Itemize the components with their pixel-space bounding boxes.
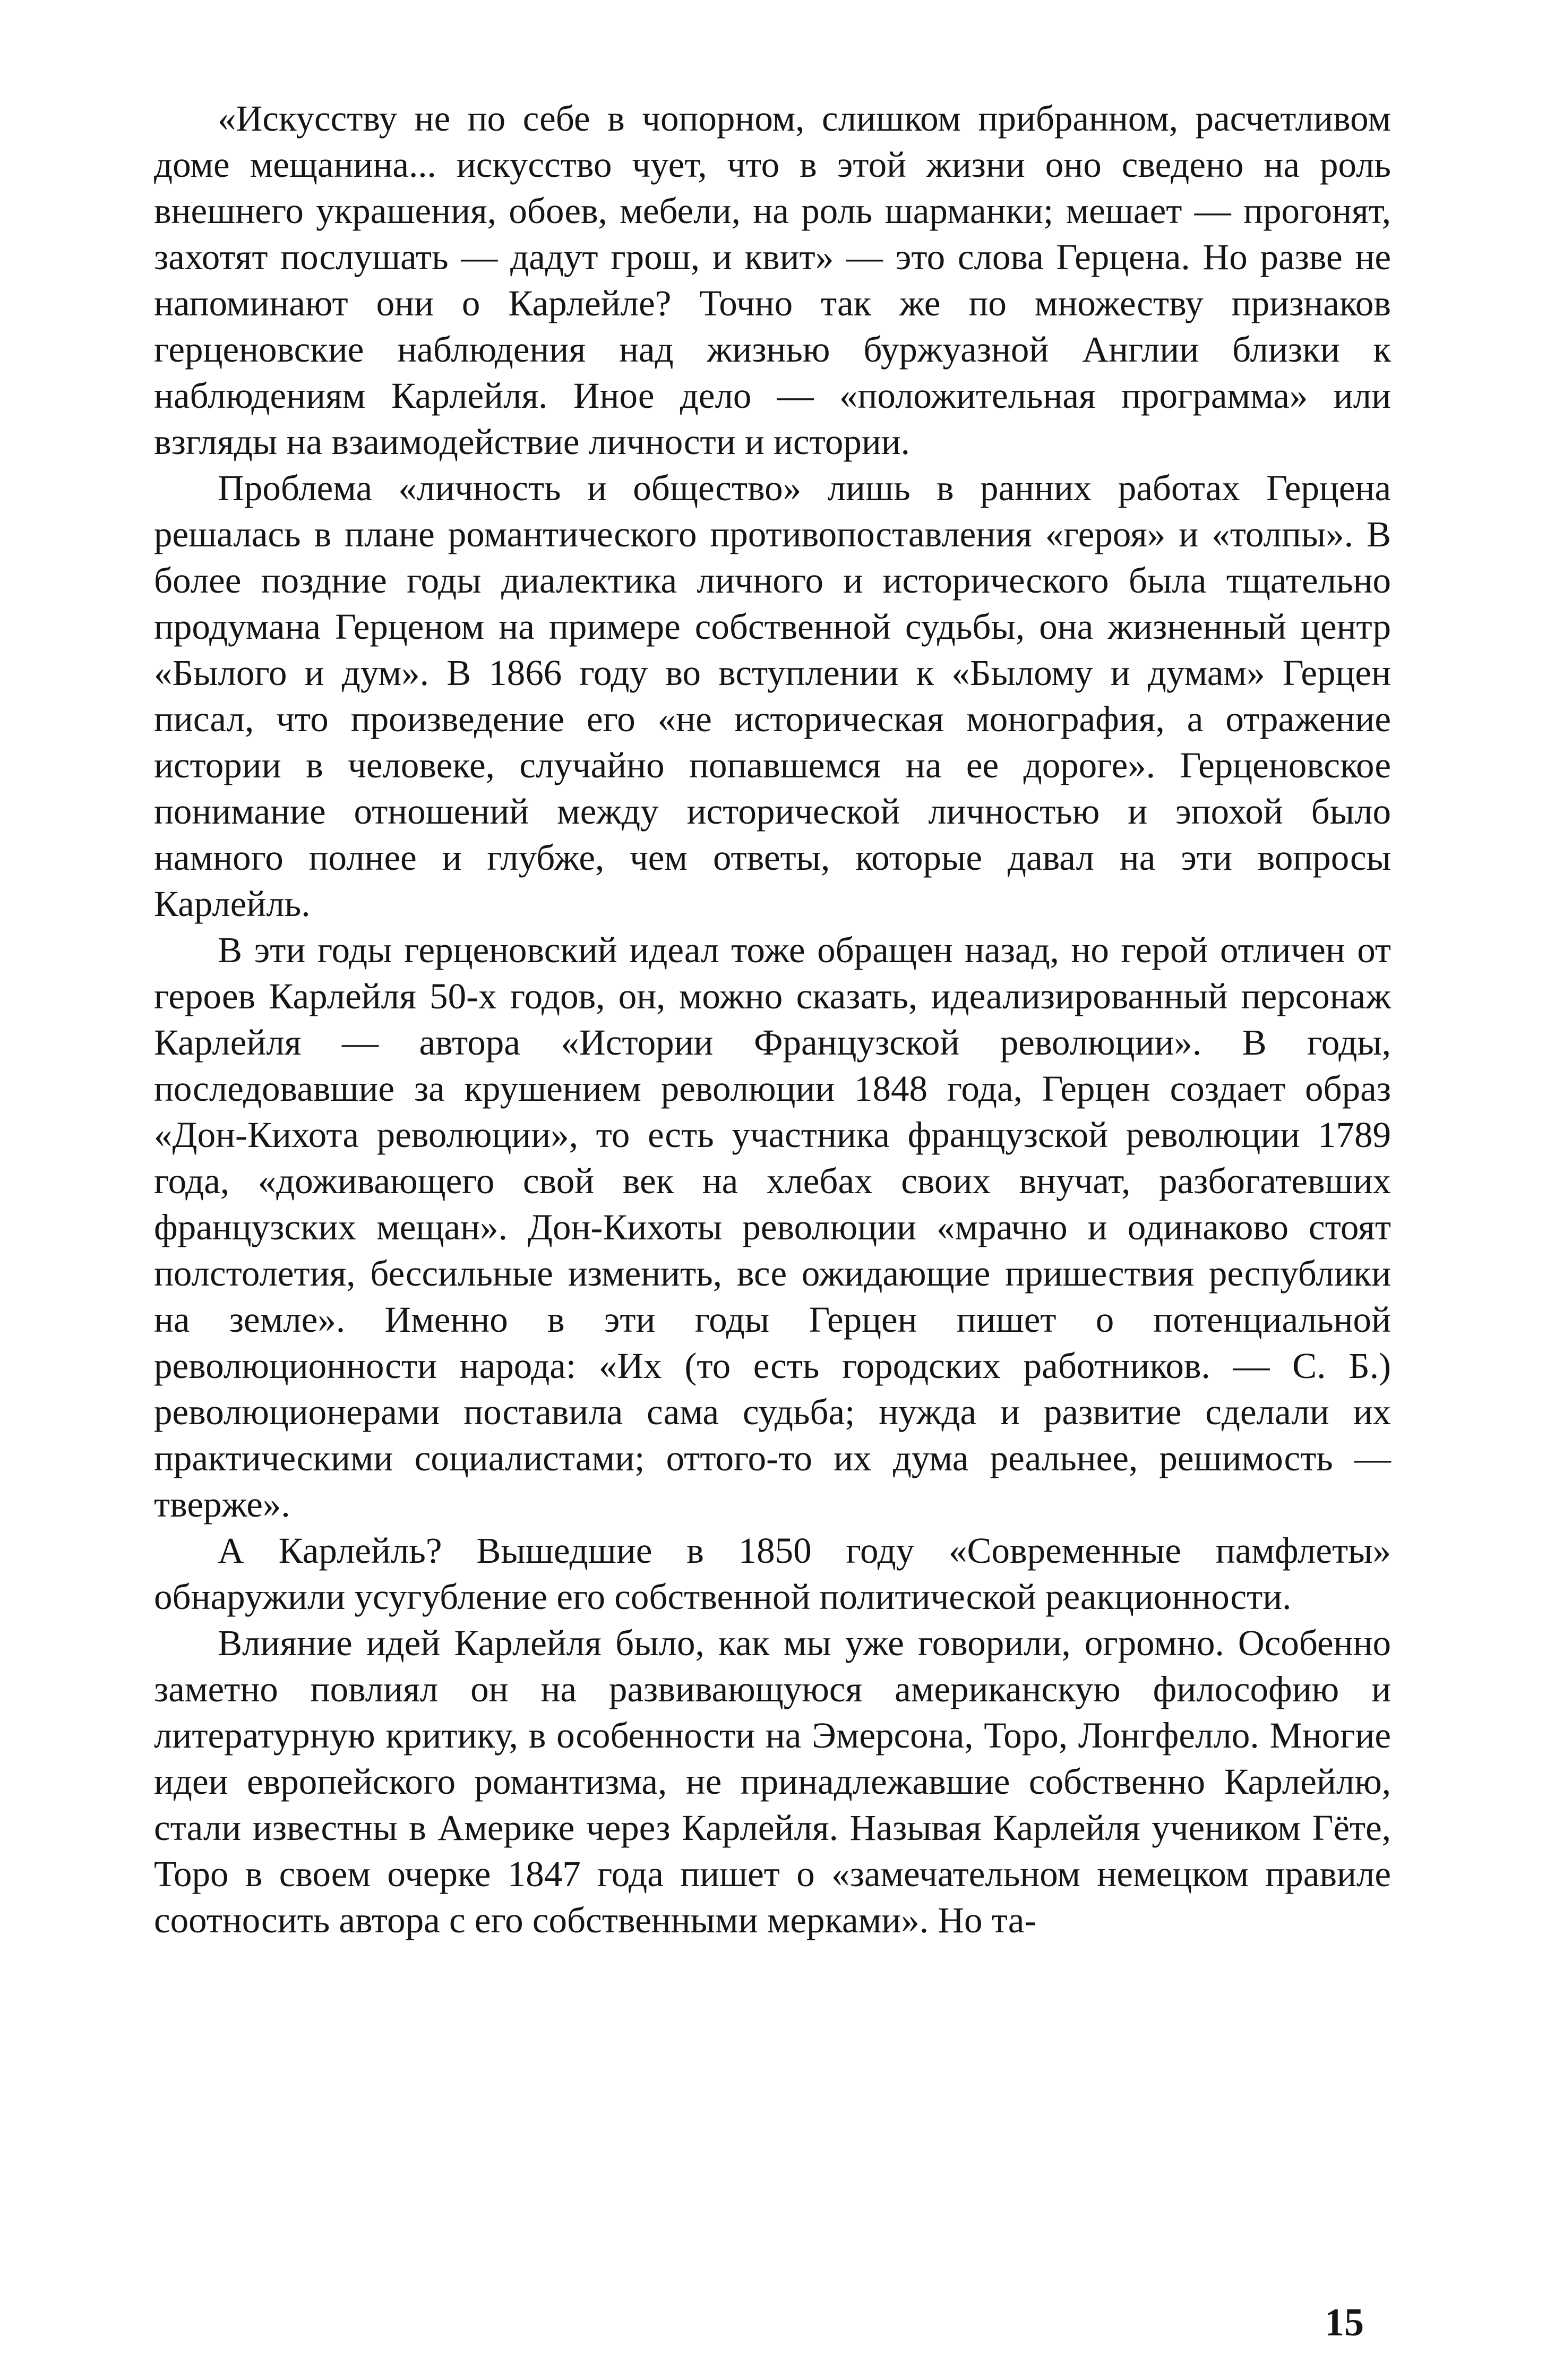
body-text: [154, 96, 1391, 1944]
paragraph-5: Влияние идей Карлейля было, как мы уже говорили, огромно. Особенно заметно повлиял он на развивающуюся американскую философию и литературную критику, в особенности на Эмерсона, Торо, Лонгфелло. Многие идеи европейского романтизма, не принадлежавшие собственно Карлейлю, стали известны в Америке через Карлейля. Называя Карлейля учеником Гёте, Торо в своем очерке 1847 года пишет о «замечательном немецком правиле соотносить автора с его собственными мерками». Но та-: [154, 1623, 1391, 1940]
page-number: 15: [1325, 2301, 1364, 2344]
paragraph-4: А Карлейль? Вышедшие в 1850 году «Современные памфлеты» обнаружили усугубление его собственной политической реакционности.: [154, 1530, 1391, 1617]
paragraph-2: Проблема «личность и общество» лишь в ранних работах Герцена решалась в плане романтического противопоставления «героя» и «толпы». В более поздние годы диалектика личного и исторического была тщательно продумана Герценом на примере собственной судьбы, она жизненный центр «Былого и дум». В 1866 году во вступлении к «Былому и думам» Герцен писал, что произведение его «не историческая монография, а отражение истории в человеке, случайно попавшемся на ее дороге». Герценовское понимание отношений между исторической личностью и эпохой было намного полнее и глубже, чем ответы, которые давал на эти вопросы Карлейль.: [154, 468, 1391, 924]
paragraph-1: «Искусству не по себе в чопорном, слишком прибранном, расчетливом доме мещанина... искусство чует, что в этой жизни оно сведено на роль внешнего украшения, обоев, мебели, на роль шарманки; мешает — прогонят, захотят послушать — дадут грош, и квит» — это слова Герцена. Но разве не напоминают они о Карлейле? Точно так же по множеству признаков герценовские наблюдения над жизнью буржуазной Англии близки к наблюдениям Карлейля. Иное дело — «положительная программа» или взгляды на взаимодействие личности и истории.: [154, 98, 1391, 462]
paragraph-3: В эти годы герценовский идеал тоже обращен назад, но герой отличен от героев Карлейля 50-х годов, он, можно сказать, идеализированный персонаж Карлейля — автора «Истории Французской революции». В годы, последовавшие за крушением революции 1848 года, Герцен создает образ «Дон-Кихота революции», то есть участника французской революции 1789 года, «доживающего свой век на хлебах своих внучат, разбогатевших французских мещан». Дон-Кихоты революции «мрачно и одинаково стоят полстолетия, бессильные изменить, все ожидающие пришествия республики на земле». Именно в эти годы Герцен пишет о потенциальной революционности народа: «Их (то есть городских работников. — С. Б.) революционерами поставила сама судьба; нужда и развитие сделали их практическими социалистами; оттого-то их дума реальнее, решимость — тверже».: [154, 930, 1391, 1525]
